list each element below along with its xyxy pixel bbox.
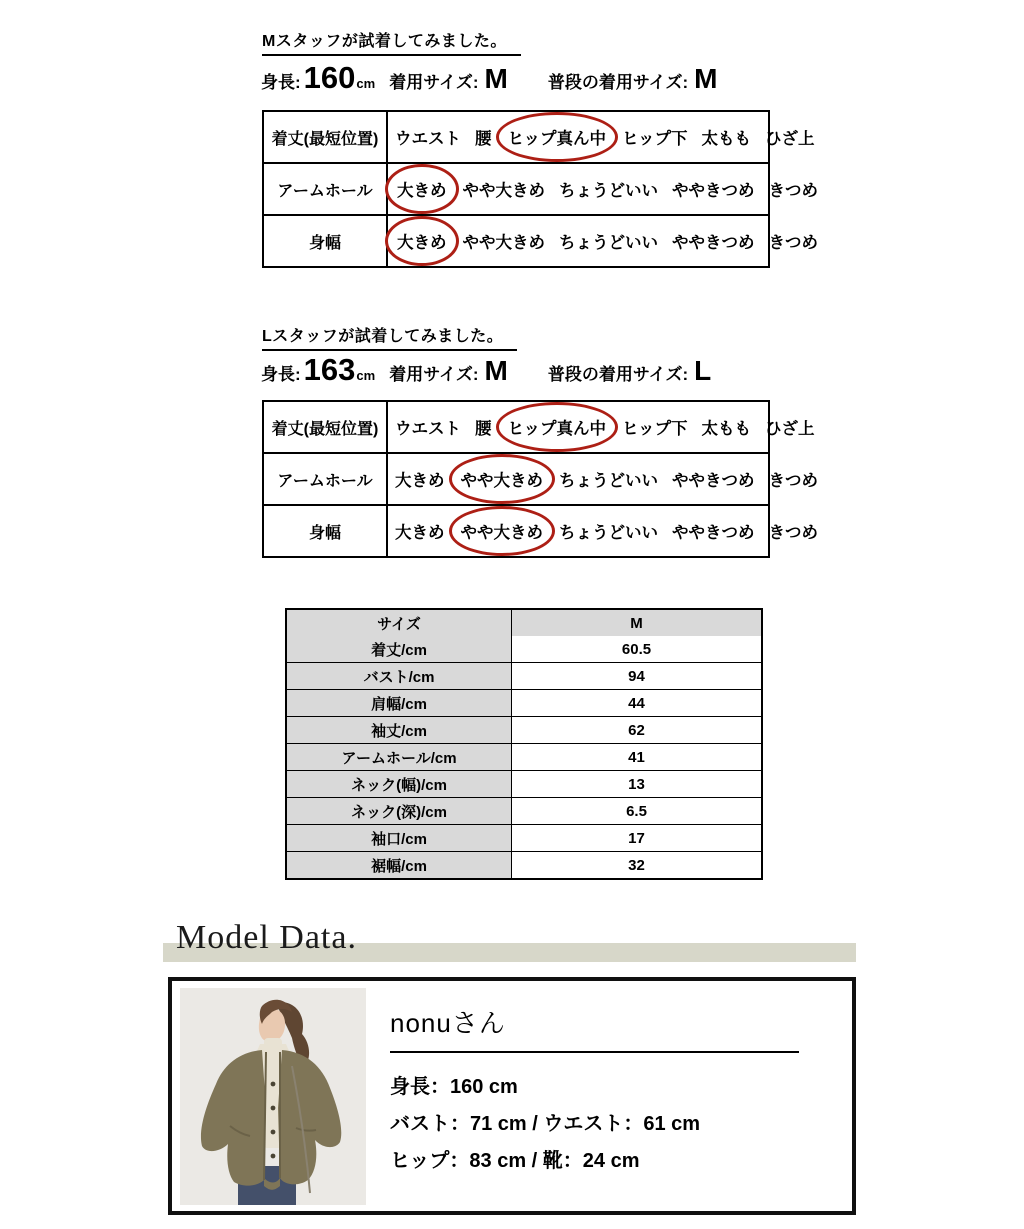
size-row-label: 袖丈/cm [287, 717, 512, 743]
size-row-label: バスト/cm [287, 663, 512, 689]
fit-row-label: 身幅 [264, 216, 388, 266]
size-row-label: 裾幅/cm [287, 852, 512, 878]
fit-option: ウエスト [395, 130, 461, 148]
fit-option-circled: 大きめ [385, 216, 459, 266]
wear-size-value: M [484, 355, 508, 386]
size-row-label: ネック(深)/cm [287, 798, 512, 824]
fit-option: ちょうどいい [559, 524, 658, 542]
fit-option: ややきつめ [672, 472, 755, 490]
fit-row-label: 身幅 [264, 506, 388, 556]
fit-row [264, 402, 815, 452]
l-staff-heading: Lスタッフが試着してみました。 [262, 323, 517, 351]
wear-size-value: M [484, 63, 508, 94]
height-unit: cm [356, 368, 376, 383]
size-row-value: 41 [512, 744, 761, 770]
wear-size-label: 着用サイズ: [389, 73, 479, 92]
fit-row [264, 452, 818, 504]
fit-option: きつめ [768, 182, 818, 200]
m-staff-stats [261, 62, 717, 93]
fit-option: ややきつめ [672, 234, 755, 252]
fit-row-options [388, 506, 825, 556]
size-row-value: 62 [512, 717, 761, 743]
model-data-card [168, 977, 856, 1215]
height-unit: cm [356, 76, 376, 91]
fit-option-circled: ヒップ真ん中 [496, 402, 619, 452]
fit-option-circled: ヒップ真ん中 [496, 112, 619, 162]
fit-row-options [388, 402, 822, 452]
fit-option: ややきつめ [672, 182, 755, 200]
fit-option: ちょうどいい [559, 182, 658, 200]
fit-option: きつめ [768, 524, 818, 542]
fit-option: 腰 [475, 130, 492, 148]
model-hip-shoe-line: ヒップ：83 cm / 靴：24 cm [390, 1150, 640, 1172]
size-row-value: 60.5 [512, 636, 761, 662]
usual-size-value: M [694, 63, 718, 94]
wear-size-label: 着用サイズ: [389, 365, 479, 384]
fit-row-label: 着丈(最短位置) [264, 402, 388, 452]
height-value: 163 [303, 352, 356, 387]
size-row-value: 32 [512, 852, 761, 878]
fit-option-circled: やや大きめ [449, 454, 556, 504]
l-staff-fit-table [262, 400, 818, 558]
fit-option: 腰 [475, 420, 492, 438]
size-row-label: アームホール/cm [287, 744, 512, 770]
size-table-row [287, 636, 761, 662]
fit-option: 大きめ [395, 472, 445, 490]
height-label: 身長: [261, 73, 301, 92]
fit-option: ひざ上 [765, 420, 815, 438]
size-table-row [287, 770, 761, 797]
fit-row [264, 162, 818, 214]
size-row-value: 44 [512, 690, 761, 716]
model-bust-waist-line: バスト：71 cm / ウエスト：61 cm [390, 1113, 701, 1135]
size-header-value: M [512, 610, 761, 636]
size-spec-table [285, 608, 763, 880]
fit-row-options [388, 112, 822, 162]
usual-size-label: 普段の着用サイズ: [547, 73, 689, 92]
model-photo [180, 988, 366, 1205]
size-row-value: 17 [512, 825, 761, 851]
model-height-line: 身長：160 cm [390, 1076, 518, 1098]
usual-size-value: L [694, 355, 712, 386]
fit-option: ヒップ下 [622, 130, 688, 148]
size-table-row [287, 662, 761, 689]
size-table-row [287, 851, 761, 878]
size-row-label: ネック(幅)/cm [287, 771, 512, 797]
fit-option: 太もも [701, 420, 752, 438]
size-row-value: 13 [512, 771, 761, 797]
fit-option: やや大きめ [462, 234, 545, 252]
size-header-label: サイズ [287, 610, 512, 636]
model-name-underline [390, 1051, 799, 1053]
usual-size-label: 普段の着用サイズ: [547, 365, 689, 384]
fit-row-options [388, 454, 825, 504]
fit-option: きつめ [768, 234, 818, 252]
size-row-value: 94 [512, 663, 761, 689]
fit-row-options [388, 164, 825, 214]
height-value: 160 [303, 60, 356, 95]
model-name: nonuさん [390, 1008, 506, 1038]
size-row-label: 着丈/cm [287, 636, 512, 662]
size-table-body [287, 636, 761, 878]
fit-row [264, 504, 818, 556]
fit-row [264, 112, 815, 162]
m-staff-heading: Mスタッフが試着してみました。 [262, 28, 521, 56]
size-table-row [287, 797, 761, 824]
l-staff-stats [261, 354, 711, 385]
fit-row-label: アームホール [264, 454, 388, 504]
fit-row [264, 214, 818, 266]
fit-row-label: 着丈(最短位置) [264, 112, 388, 162]
size-table-row [287, 824, 761, 851]
fit-row-options [388, 216, 825, 266]
model-data-heading: Model Data. [176, 919, 357, 956]
fit-option: ややきつめ [672, 524, 755, 542]
size-row-label: 肩幅/cm [287, 690, 512, 716]
size-table-row [287, 743, 761, 770]
size-row-value: 6.5 [512, 798, 761, 824]
fit-option-circled: 大きめ [385, 164, 459, 214]
fit-option: ちょうどいい [559, 472, 658, 490]
size-table-row [287, 689, 761, 716]
size-table-header-row [287, 610, 761, 636]
fit-option: やや大きめ [462, 182, 545, 200]
fit-option-circled: やや大きめ [449, 506, 556, 556]
fit-row-label: アームホール [264, 164, 388, 214]
model-measurements [390, 1069, 700, 1180]
fit-option: 太もも [701, 130, 752, 148]
fit-option: 大きめ [395, 524, 445, 542]
size-table-row [287, 716, 761, 743]
fit-option: ウエスト [395, 420, 461, 438]
size-row-label: 袖口/cm [287, 825, 512, 851]
fit-option: きつめ [768, 472, 818, 490]
fit-option: ヒップ下 [622, 420, 688, 438]
height-label: 身長: [261, 365, 301, 384]
fit-option: ちょうどいい [559, 234, 658, 252]
fit-option: ひざ上 [765, 130, 815, 148]
m-staff-fit-table [262, 110, 818, 268]
